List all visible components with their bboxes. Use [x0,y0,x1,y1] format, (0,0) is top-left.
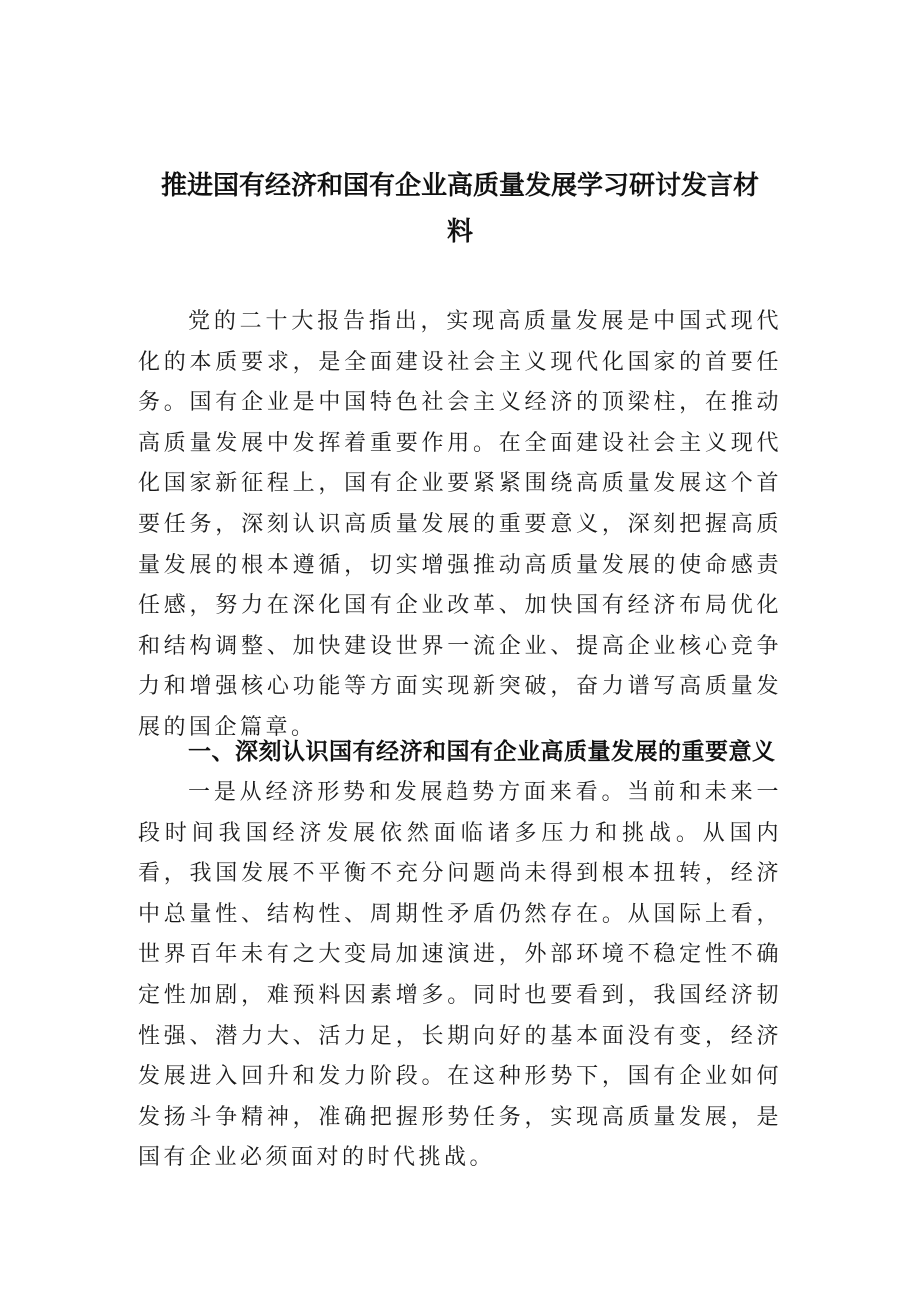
document-title: 推进国有经济和国有企业高质量发展学习研讨发言材 [160,171,759,201]
document-title-continuation: 料 [446,217,473,247]
section-heading: 一、深刻认识国有经济和国有企业高质量发展的重要意义 [188,739,776,765]
intro-paragraph: 党的二十大报告指出，实现高质量发展是中国式现代化的本质要求，是全面建设社会主义现代化国家的首要任务。国有企业是中国特色社会主义经济的顶梁柱，在推动高质量发展中发挥着重要作用。在全面建设社会主义现代化国家新征程上，国有企业要紧紧围绕高质量发展这个首要任务，深刻认识高质量发展的重要意义，深刻把握高质量发展的根本遵循，切实增强推动高质量发展的使命感责任感，努力在深化国有企业改革、加快国有经济布局优化和结构调整、加快建设世界一流企业、提高企业核心竞争力和增强核心功能等方面实现新突破，奋力谱写高质量发展的国企篇章。 [138,309,782,740]
section-paragraph: 一是从经济形势和发展趋势方面来看。当前和未来一段时间我国经济发展依然面临诸多压力和挑战。从国内看，我国发展不平衡不充分问题尚未得到根本扭转，经济中总量性、结构性、周期性矛盾仍然存在。从国际上看，世界百年未有之大变局加速演进，外部环境不稳定性不确定性加剧，难预料因素增多。同时也要看到，我国经济韧性强、潜力大、活力足，长期向好的基本面没有变，经济发展进入回升和发力阶段。在这种形势下，国有企业如何发扬斗争精神，准确把握形势任务，实现高质量发展，是国有企业必须面对的时代挑战。 [138,780,782,1171]
